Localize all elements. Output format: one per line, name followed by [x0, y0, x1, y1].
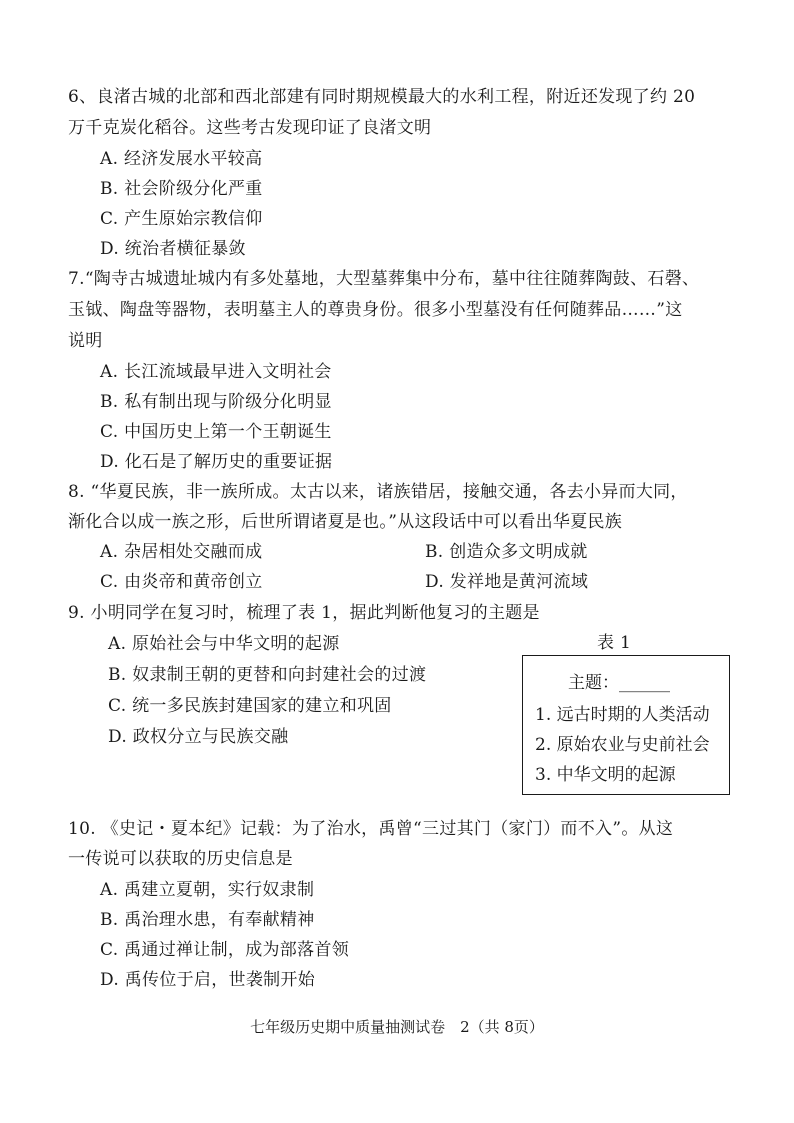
q6-option-b: B. 社会阶级分化严重: [100, 179, 263, 199]
q10-stem-line-2: 一传说可以获取的历史信息是: [68, 849, 293, 869]
q10-option-d: D. 禹传位于启，世袭制开始: [100, 970, 316, 990]
q6-option-c: C. 产生原始宗教信仰: [100, 209, 263, 229]
q7-option-c: C. 中国历史上第一个王朝诞生: [100, 422, 332, 442]
table1-topic: 主题：______: [568, 673, 670, 693]
q8-stem-line-2: 渐化合以成一族之形，后世所谓诸夏是也。”从这段话中可以看出华夏民族: [68, 512, 623, 532]
q10-stem-line-1: 10. 《史记・夏本纪》记载：为了治水，禹曾“三过其门（家门）而不入”。从这: [68, 819, 674, 839]
q6-stem-line-1: 6、良渚古城的北部和西北部建有同时期规模最大的水利工程，附近还发现了约 20: [68, 87, 696, 107]
q7-option-a: A. 长江流域最早进入文明社会: [100, 362, 332, 382]
table1-item-2: 2. 原始农业与史前社会: [535, 735, 710, 755]
q8-option-c: C. 由炎帝和黄帝创立: [100, 572, 263, 592]
q10-option-a: A. 禹建立夏朝，实行奴隶制: [100, 880, 315, 900]
q6-option-a: A. 经济发展水平较高: [100, 149, 263, 169]
q9-stem-line-1: 9. 小明同学在复习时，梳理了表 1，据此判断他复习的主题是: [68, 603, 540, 623]
table1-caption: 表 1: [597, 633, 632, 653]
q9-option-c: C. 统一多民族封建国家的建立和巩固: [108, 696, 392, 716]
table1-item-1: 1. 远古时期的人类活动: [535, 705, 710, 725]
page-footer: 七年级历史期中质量抽测试卷 2（共 8页）: [250, 1018, 544, 1036]
q9-option-a: A. 原始社会与中华文明的起源: [108, 634, 340, 654]
q9-option-b: B. 奴隶制王朝的更替和向封建社会的过渡: [108, 665, 427, 685]
q6-option-d: D. 统治者横征暴敛: [100, 239, 246, 259]
q7-stem-line-1: 7.“陶寺古城遗址城内有多处墓地，大型墓葬集中分布，墓中往往随葬陶鼓、石磬、: [68, 269, 700, 289]
q8-option-b: B. 创造众多文明成就: [425, 542, 588, 562]
q8-option-a: A. 杂居相处交融而成: [100, 542, 263, 562]
q7-option-d: D. 化石是了解历史的重要证据: [100, 452, 333, 472]
q10-option-b: B. 禹治理水患，有奉献精神: [100, 910, 315, 930]
q7-stem-line-2: 玉钺、陶盘等器物，表明墓主人的尊贵身份。很多小型墓没有任何随葬品……”这: [68, 300, 683, 320]
q7-stem-line-3: 说明: [68, 331, 103, 351]
table1-box: [522, 655, 730, 795]
q8-option-d: D. 发祥地是黄河流域: [425, 572, 589, 592]
q8-stem-line-1: 8. “华夏民族，非一族所成。太古以来，诸族错居，接触交通，各去小异而大同，: [68, 482, 688, 502]
q7-option-b: B. 私有制出现与阶级分化明显: [100, 392, 332, 412]
q10-option-c: C. 禹通过禅让制，成为部落首领: [100, 940, 350, 960]
table1-item-3: 3. 中华文明的起源: [535, 765, 676, 785]
q6-stem-line-2: 万千克炭化稻谷。这些考古发现印证了良渚文明: [68, 118, 432, 138]
q9-option-d: D. 政权分立与民族交融: [108, 727, 289, 747]
